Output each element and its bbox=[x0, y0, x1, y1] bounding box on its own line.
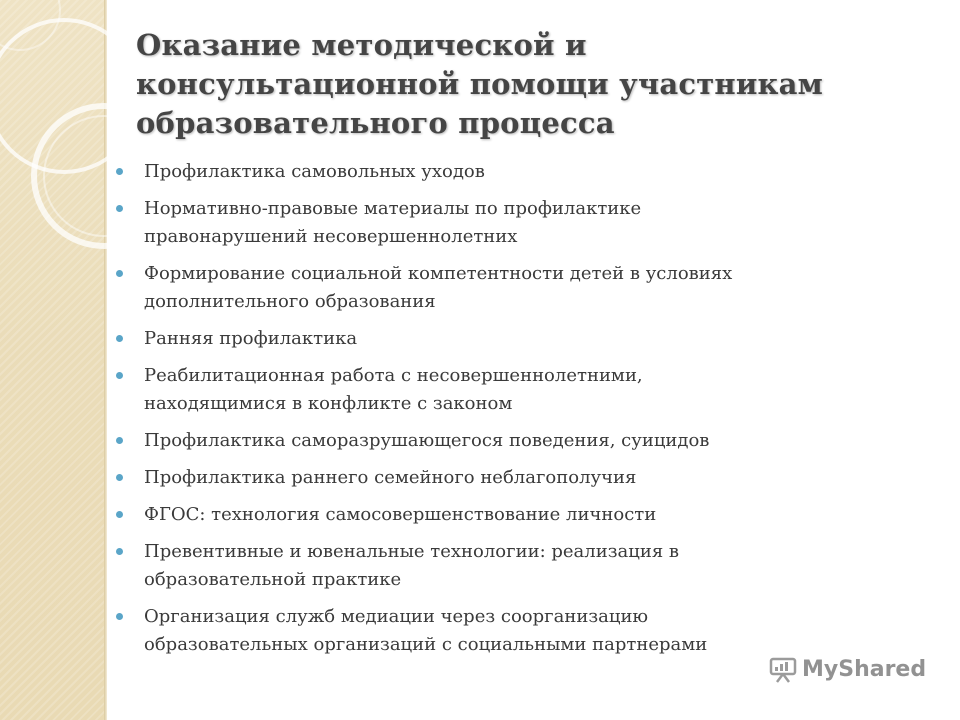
bullet-list bbox=[108, 158, 908, 668]
bullet-item bbox=[108, 260, 908, 316]
bullet-dot-icon bbox=[116, 437, 123, 444]
bullet-text: Профилактика раннего семейного неблагополучия bbox=[144, 467, 637, 488]
title-line: консультационной помощи участникам bbox=[136, 67, 824, 101]
watermark-text: MyShared bbox=[802, 656, 927, 682]
bullet-text: Формирование социальной компетентности детей в условиях bbox=[144, 263, 733, 284]
bullet-item bbox=[108, 195, 908, 251]
bullet-text: Профилактика самовольных уходов bbox=[144, 161, 485, 182]
bullet-text: образовательных организаций с социальными партнерами bbox=[144, 634, 708, 655]
bullet-dot-icon bbox=[116, 335, 123, 342]
bullet-dot-icon bbox=[116, 548, 123, 555]
title-line: Оказание методической и bbox=[136, 28, 587, 62]
bullet-item bbox=[108, 603, 908, 659]
bullet-text: находящимися в конфликте с законом bbox=[144, 393, 513, 414]
bullet-item bbox=[108, 325, 908, 353]
bullet-item bbox=[108, 538, 908, 594]
bullet-text: Организация служб медиации через соорганизацию bbox=[144, 606, 649, 627]
title-line: образовательного процесса bbox=[136, 106, 615, 140]
bullet-item bbox=[108, 158, 908, 186]
bullet-dot-icon bbox=[116, 205, 123, 212]
bullet-text: Реабилитационная работа с несовершеннолетними, bbox=[144, 365, 643, 386]
slide-title bbox=[136, 26, 916, 143]
watermark[interactable] bbox=[768, 654, 926, 684]
bullet-item bbox=[108, 464, 908, 492]
bullet-dot-icon bbox=[116, 270, 123, 277]
presentation-board-icon bbox=[768, 654, 798, 684]
bullet-text: Профилактика саморазрушающегося поведения, суицидов bbox=[144, 430, 710, 451]
bullet-item bbox=[108, 501, 908, 529]
bullet-dot-icon bbox=[116, 613, 123, 620]
bullet-text: Ранняя профилактика bbox=[144, 328, 358, 349]
bullet-text: Превентивные и ювенальные технологии: реализация в bbox=[144, 541, 680, 562]
bullet-item bbox=[108, 362, 908, 418]
bullet-dot-icon bbox=[116, 474, 123, 481]
bullet-dot-icon bbox=[116, 168, 123, 175]
bullet-text: Нормативно-правовые материалы по профилактике bbox=[144, 198, 642, 219]
bullet-text: образовательной практике bbox=[144, 569, 402, 590]
bullet-text: дополнительного образования bbox=[144, 291, 436, 312]
bullet-text: правонарушений несовершеннолетних bbox=[144, 226, 518, 247]
bullet-item bbox=[108, 427, 908, 455]
bullet-dot-icon bbox=[116, 372, 123, 379]
bullet-dot-icon bbox=[116, 511, 123, 518]
bullet-text: ФГОС: технология самосовершенствование личности bbox=[144, 504, 657, 525]
